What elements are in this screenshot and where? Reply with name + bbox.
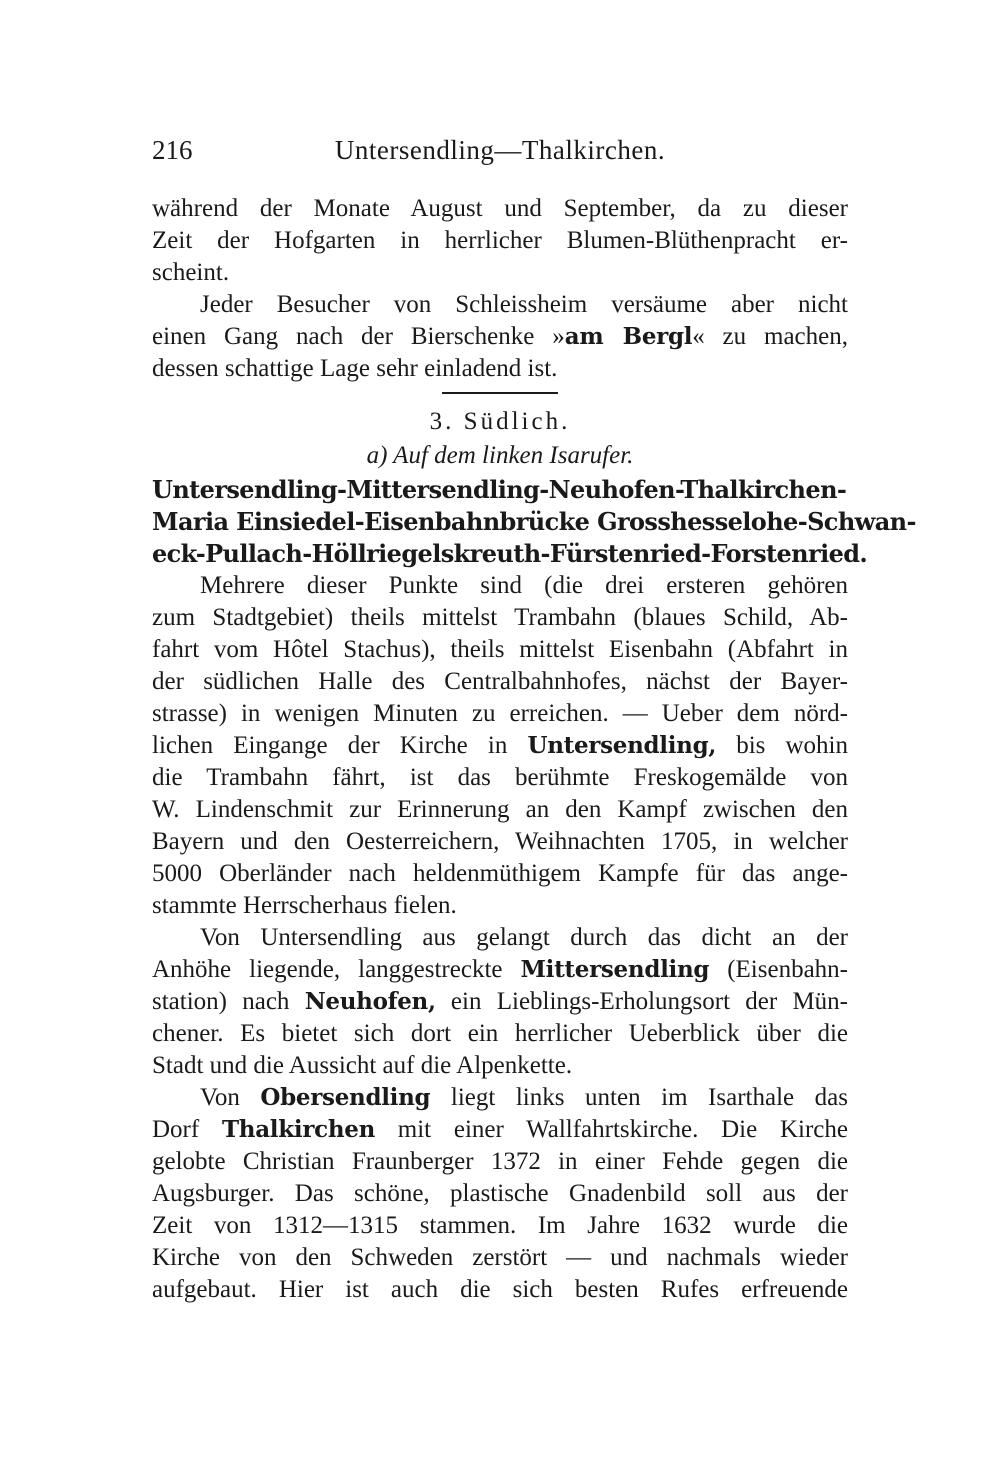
place-name-bold: Obersendling <box>260 1084 431 1111</box>
paragraph-untersendling <box>152 570 848 922</box>
route-line: Maria Einsiedel-Eisenbahnbrücke Grosshesselohe-Schwan- <box>152 507 916 536</box>
route-heading <box>152 474 916 570</box>
text-line <box>152 1082 848 1114</box>
paragraph-thalkirchen <box>152 1082 848 1306</box>
text-run: Anhöhe liegende, langgestreckte <box>152 956 521 983</box>
text-line <box>152 321 848 353</box>
text-line: der südlichen Halle des Centralbahnhofes, nächst der Bayer- <box>152 668 848 695</box>
section-subtitle: a) Auf dem linken Isarufer. <box>366 442 634 469</box>
text-line: chener. Es bietet sich dort ein herrlicher Ueberblick über die <box>152 1020 848 1047</box>
text-run: liegt links unten im Isarthale das <box>430 1084 848 1111</box>
text-line: Zeit von 1312—1315 stammen. Im Jahre 1632 wurde die <box>152 1212 848 1239</box>
text-line: strasse) in wenigen Minuten zu erreichen. — Ueber dem nörd- <box>152 700 848 727</box>
route-line: eck-Pullach-Höllriegelskreuth-Fürstenried-Forstenried. <box>152 539 868 568</box>
section-number: 3. Südlich. <box>429 408 571 435</box>
text-line <box>152 730 848 762</box>
paragraph-hofgarten <box>152 193 848 289</box>
text-line: Von Untersendling aus gelangt durch das dicht an der <box>200 924 848 951</box>
text-line: Jeder Besucher von Schleissheim versäume aber nicht <box>200 291 848 318</box>
text-run: station) nach <box>152 988 305 1015</box>
text-run: « zu machen, <box>692 323 848 350</box>
text-run: (Eisenbahn- <box>709 956 848 983</box>
place-name-bold: Thalkirchen <box>221 1116 376 1143</box>
text-line: 5000 Oberländer nach heldenmüthigem Kampfe für das ange- <box>152 860 848 887</box>
text-run: mit einer Wallfahrtskirche. Die Kirche <box>375 1116 848 1143</box>
text-line: während der Monate August und September, da zu dieser <box>152 195 848 222</box>
place-name-bold: Neuhofen, <box>304 988 436 1015</box>
text-run: lichen Eingange der Kirche in <box>152 732 528 759</box>
text-run: Dorf <box>152 1116 222 1143</box>
text-line: scheint. <box>152 259 230 286</box>
text-run: ein Lieblings-Erholungsort der Mün- <box>435 988 848 1015</box>
text-line: stammte Herrscherhaus fielen. <box>152 892 457 919</box>
text-line <box>152 986 848 1018</box>
place-name-bold: Untersendling, <box>527 732 717 759</box>
text-line: Zeit der Hofgarten in herrlicher Blumen-Blüthenpracht er- <box>152 227 848 254</box>
text-line: die Trambahn fährt, ist das berühmte Freskogemälde von <box>152 764 848 791</box>
running-title: Untersendling—Thalkirchen. <box>334 135 666 165</box>
paragraph-bierschenke <box>152 289 848 385</box>
body-text <box>152 193 916 1306</box>
text-run: Von <box>200 1084 261 1111</box>
text-line: gelobte Christian Fraunberger 1372 in einer Fehde gegen die <box>152 1148 848 1175</box>
text-line: Mehrere dieser Punkte sind (die drei ersteren gehören <box>200 572 848 599</box>
text-line <box>152 954 848 986</box>
place-name-bold: am Bergl <box>564 323 693 350</box>
section-divider <box>442 392 558 394</box>
text-run: bis wohin <box>716 732 848 759</box>
page-number: 216 <box>152 135 193 165</box>
text-line: zum Stadtgebiet) theils mittelst Trambahn (blaues Schild, Ab- <box>152 604 848 631</box>
text-line: aufgebaut. Hier ist auch die sich besten Rufes erfreuende <box>152 1276 848 1303</box>
text-line: Augsburger. Das schöne, plastische Gnadenbild soll aus der <box>152 1180 848 1207</box>
text-line: fahrt vom Hôtel Stachus), theils mittelst Eisenbahn (Abfahrt in <box>152 636 848 663</box>
text-run: einen Gang nach der Bierschenke » <box>152 323 565 350</box>
place-name-bold: Mittersendling <box>520 956 710 983</box>
running-head <box>152 130 848 170</box>
text-line: dessen schattige Lage sehr einladend ist. <box>152 355 558 382</box>
text-line: Kirche von den Schweden zerstört — und nachmals wieder <box>152 1244 848 1271</box>
text-line: Bayern und den Oesterreichern, Weihnachten 1705, in welcher <box>152 828 848 855</box>
text-line <box>152 1114 848 1146</box>
text-line: W. Lindenschmit zur Erinnerung an den Kampf zwischen den <box>152 796 848 823</box>
paragraph-mittersendling <box>152 922 848 1082</box>
route-line: Untersendling-Mittersendling-Neuhofen-Thalkirchen- <box>152 475 847 504</box>
text-line: Stadt und die Aussicht auf die Alpenkette. <box>152 1052 573 1079</box>
